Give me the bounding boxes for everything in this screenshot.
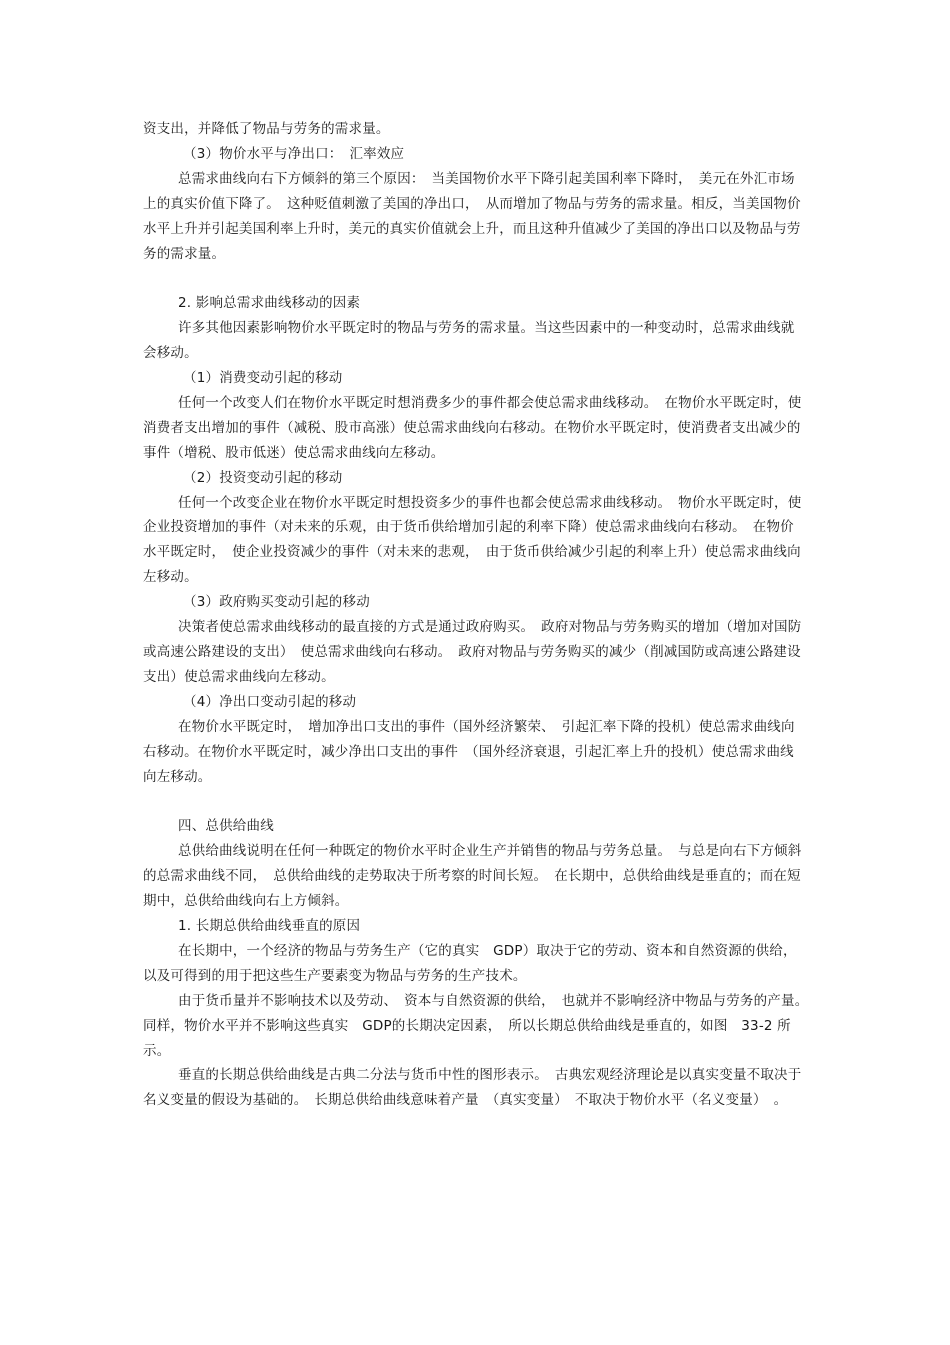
body-paragraph: 任何一个改变人们在物价水平既定时想消费多少的事件都会使总需求曲线移动。 在物价水平既定时，使消费者支出增加的事件（减税、股市高涨）使总需求曲线向右移动。在物价水平既定时，使消费者支出减少的事件（增税、股市低迷）使总需求曲线向左移动。 — [143, 394, 802, 461]
subsection-heading: （2）投资变动引起的移动 — [183, 469, 343, 486]
subsection-heading: （1）消费变动引起的移动 — [183, 370, 343, 387]
body-paragraph: 在物价水平既定时， 增加净出口支出的事件（国外经济繁荣、 引起汇率下降的投机）使总需求曲线向右移动。在物价水平既定时，减少净出口支出的事件 （国外经济衰退，引起汇率上升的投机）使总需求曲线向左移动。 — [143, 718, 795, 785]
section-heading: 四、总供给曲线 — [178, 818, 274, 835]
body-paragraph: 任何一个改变企业在物价水平既定时想投资多少的事件也都会使总需求曲线移动。 物价水平既定时，使企业投资增加的事件（对未来的乐观，由于货币供给增加引起的利率下降）使总需求曲线向右移动。 在物价水平既定时， 使企业投资减少的事件（对未来的悲观， 由于货币供给减少引起的利率上升）使总需求曲线向左移动。 — [143, 494, 802, 586]
subsection-heading: （4）净出口变动引起的移动 — [183, 693, 357, 710]
body-paragraph: 垂直的长期总供给曲线是古典二分法与货币中性的图形表示。 古典宏观经济理论是以真实变量不取决于名义变量的假设为基础的。 长期总供给曲线意味着产量 （真实变量） 不取决于物价水平（名义变量） 。 — [143, 1067, 802, 1109]
body-paragraph: 决策者使总需求曲线移动的最直接的方式是通过政府购买。 政府对物品与劳务购买的增加（增加对国防或高速公路建设的支出） 使总需求曲线向右移动。 政府对物品与劳务购买的减少（削减国防或高速公路建设支出）使总需求曲线向左移动。 — [143, 619, 802, 685]
body-paragraph: 总需求曲线向右下方倾斜的第三个原因： 当美国物价水平下降引起美国利率下降时， 美元在外汇市场上的真实价值下降了。 这种贬值刺激了美国的净出口， 从而增加了物品与劳务的需求量。相反，当美国物价水平上升并引起美国利率上升时，美元的真实价值就会上升，而且这种升值减少了美国的净出口以及物品与劳务的需求量。 — [143, 170, 801, 262]
body-paragraph: 资支出，并降低了物品与劳务的需求量。 — [143, 121, 390, 137]
section-heading: 2. 影响总需求曲线移动的因素 — [178, 295, 361, 312]
body-paragraph: 总供给曲线说明在任何一种既定的物价水平时企业生产并销售的物品与劳务总量。 与总是向右下方倾斜的总需求曲线不同， 总供给曲线的走势取决于所考察的时间长短。 在长期中，总供给曲线是垂直的；而在短期中，总供给曲线向右上方倾斜。 — [143, 843, 802, 910]
paragraph-gap — [143, 266, 806, 291]
paragraph-gap — [143, 789, 806, 814]
body-paragraph: 在长期中，一个经济的物品与劳务生产（它的真实 GDP）取决于它的劳动、资本和自然资源的供给，以及可得到的用于把这些生产要素变为物品与劳务的生产技术。 — [143, 942, 797, 984]
body-paragraph: 由于货币量并不影响技术以及劳动、 资本与自然资源的供给， 也就并不影响经济中物品与劳务的产量。 同样，物价水平并不影响这些真实 GDP的长期决定因素， 所以长期总供给曲线是垂直的，如图 33-2 所示。 — [143, 992, 816, 1059]
document-body — [143, 117, 816, 1113]
subsection-heading: （3）政府购买变动引起的移动 — [183, 594, 370, 611]
section-heading: 1. 长期总供给曲线垂直的原因 — [178, 917, 361, 934]
subsection-heading: （3）物价水平与净出口： 汇率效应 — [183, 145, 405, 162]
body-paragraph: 许多其他因素影响物价水平既定时的物品与劳务的需求量。当这些因素中的一种变动时，总需求曲线就会移动。 — [143, 320, 795, 362]
